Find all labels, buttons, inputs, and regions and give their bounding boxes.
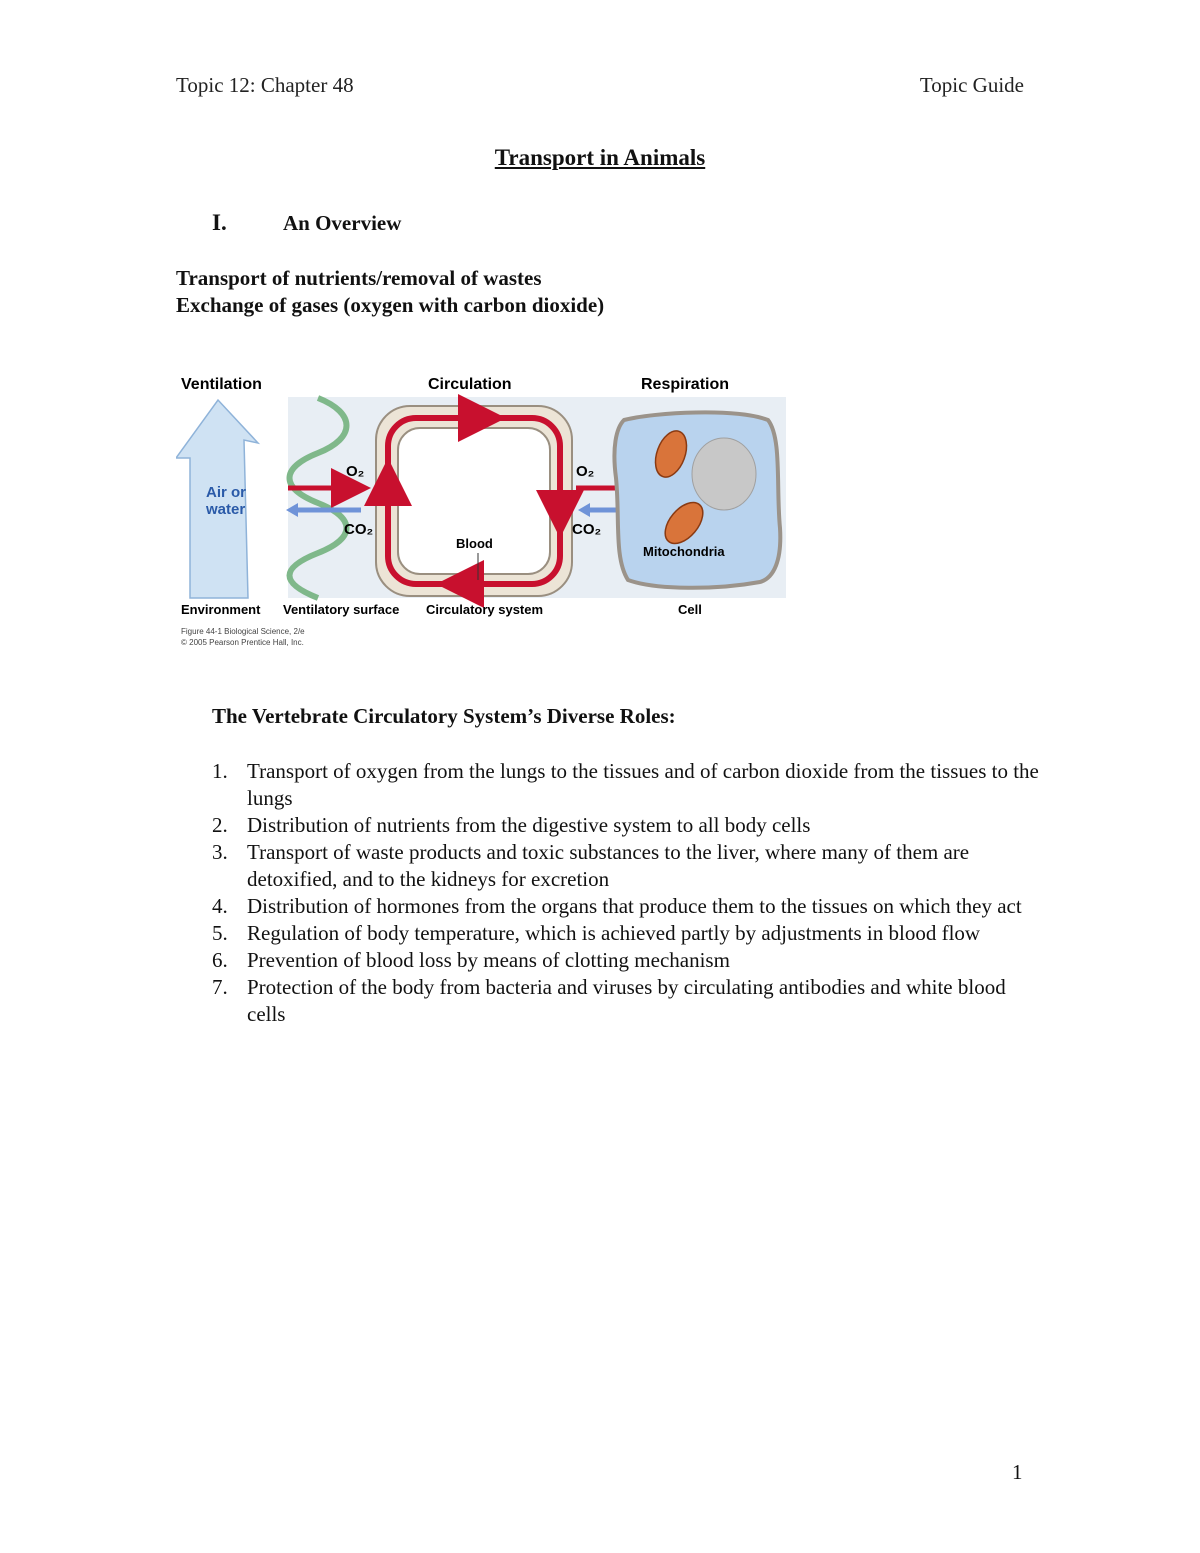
mitochondria-label: Mitochondria (643, 544, 725, 559)
o2-label-right: O₂ (576, 463, 595, 480)
list-number: 1. (212, 759, 228, 783)
label-cell: Cell (678, 602, 702, 617)
list-text: Prevention of blood loss by means of clotting mechanism (247, 948, 730, 972)
intro-line-2: Exchange of gases (oxygen with carbon dioxide) (176, 293, 605, 317)
co2-label-right: CO₂ (572, 521, 602, 538)
list-item (212, 893, 1042, 920)
heading-respiration: Respiration (641, 376, 730, 393)
intro-line-1: Transport of nutrients/removal of wastes (176, 266, 542, 290)
air-label-2: water (206, 501, 246, 518)
circulatory-inner-space (398, 428, 550, 574)
page-title: Transport in Animals (494, 145, 706, 170)
transport-figure (176, 368, 796, 653)
list-item (212, 920, 1042, 947)
roles-title: The Vertebrate Circulatory System’s Diverse Roles: (212, 704, 676, 728)
page-number: 1 (1012, 1460, 1023, 1484)
section-label: An Overview (283, 211, 402, 235)
list-text: Regulation of body temperature, which is achieved partly by adjustments in blood flow (247, 921, 981, 945)
list-number: 5. (212, 921, 228, 945)
label-circulatory-system: Circulatory system (426, 602, 544, 617)
blood-label: Blood (456, 536, 493, 551)
label-environment: Environment (181, 602, 261, 617)
header-right: Topic Guide (919, 73, 1024, 97)
list-item (212, 812, 1042, 839)
list-item (212, 974, 1042, 1028)
list-number: 6. (212, 948, 228, 972)
list-text: Protection of the body from bacteria and viruses by circulating antibodies and white blood cells (247, 975, 1006, 1026)
header-left: Topic 12: Chapter 48 (176, 73, 354, 97)
roles-list (212, 758, 1042, 1028)
list-number: 4. (212, 894, 228, 918)
cell (614, 412, 780, 587)
list-text: Transport of waste products and toxic substances to the liver, where many of them are detoxified, and to the kidneys for excretion (247, 840, 970, 891)
figure-credit-2: © 2005 Pearson Prentice Hall, Inc. (181, 638, 304, 647)
list-number: 3. (212, 840, 228, 864)
heading-ventilation: Ventilation (181, 376, 262, 393)
nucleus (692, 438, 756, 510)
heading-circulation: Circulation (428, 376, 512, 393)
list-item (212, 839, 1042, 893)
air-label-1: Air or (206, 484, 247, 501)
figure-credit-1: Figure 44-1 Biological Science, 2/e (181, 627, 305, 636)
label-ventilatory-surface: Ventilatory surface (283, 602, 400, 617)
list-text: Distribution of nutrients from the digestive system to all body cells (247, 813, 811, 837)
list-item (212, 947, 1042, 974)
list-number: 7. (212, 975, 228, 999)
section-number: I. (212, 210, 227, 235)
list-item (212, 758, 1042, 812)
list-text: Transport of oxygen from the lungs to the tissues and of carbon dioxide from the tissues to the lungs (247, 759, 1039, 810)
o2-label-left: O₂ (346, 463, 365, 480)
list-number: 2. (212, 813, 228, 837)
co2-label-left: CO₂ (344, 521, 374, 538)
list-text: Distribution of hormones from the organs that produce them to the tissues on which they act (247, 894, 1022, 918)
